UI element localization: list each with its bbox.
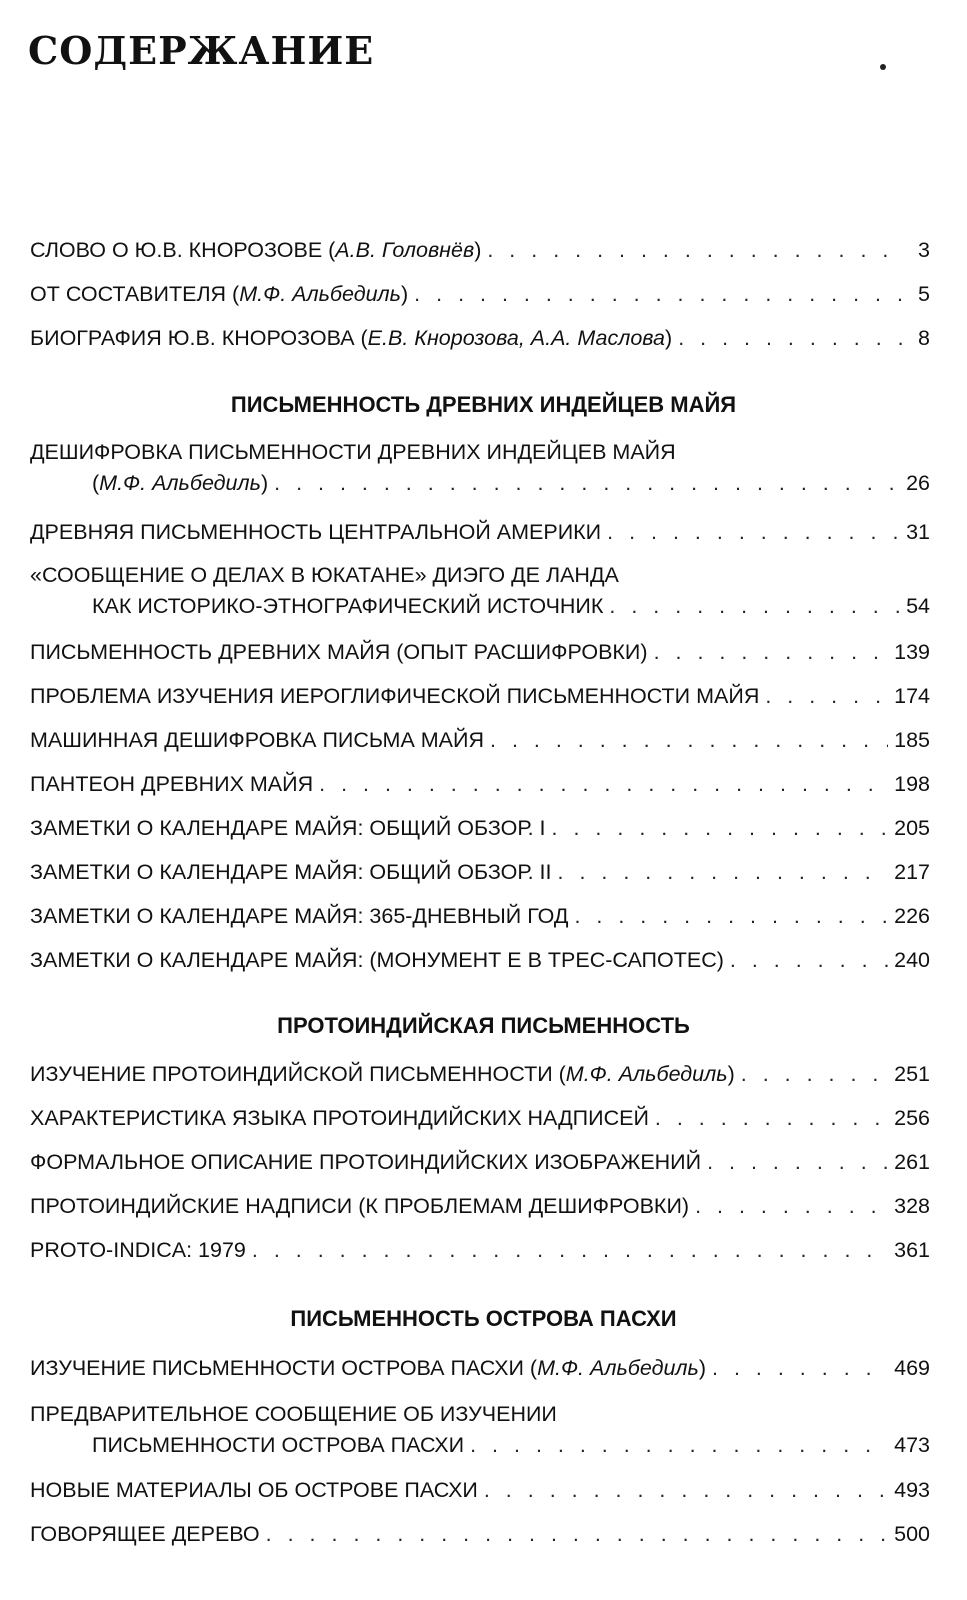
entry-row <box>30 1356 930 1381</box>
toc-entry <box>30 684 930 709</box>
page-number: 240 <box>894 948 930 972</box>
entry-row <box>30 1150 930 1175</box>
entry-row <box>30 772 930 797</box>
entry-row <box>30 948 930 973</box>
page-number: 185 <box>894 728 930 752</box>
entry-title: ПИСЬМЕННОСТЬ ДРЕВНИХ МАЙЯ (ОПЫТ РАСШИФРОВКИ) <box>30 640 648 664</box>
toc-entry <box>30 1194 930 1219</box>
toc-entry <box>30 948 930 973</box>
page-number: 500 <box>894 1522 930 1546</box>
entry-title: ОТ СОСТАВИТЕЛЯ (М.Ф. Альбедиль) <box>30 282 409 306</box>
toc-entry <box>30 1106 930 1131</box>
toc-entry <box>30 1150 930 1175</box>
section-heading: ПИСЬМЕННОСТЬ ОСТРОВА ПАСХИ <box>290 1306 677 1331</box>
entry-row <box>30 471 930 496</box>
page-number: 54 <box>906 594 930 618</box>
dot-leader <box>574 904 888 929</box>
entry-title: БИОГРАФИЯ Ю.В. КНОРОЗОВА (Е.В. Кнорозова, А.А. Маслова) <box>30 326 673 350</box>
dot-leader <box>730 948 888 973</box>
toc-entry <box>30 563 930 619</box>
dot-leader <box>712 1356 888 1381</box>
entry-author: М.Ф. Альбедиль <box>99 471 261 495</box>
entry-title: ПРОБЛЕМА ИЗУЧЕНИЯ ИЕРОГЛИФИЧЕСКОЙ ПИСЬМЕННОСТИ МАЙЯ <box>30 684 760 708</box>
entry-row <box>30 594 930 619</box>
entry-title: ГОВОРЯЩЕЕ ДЕРЕВО <box>30 1522 260 1546</box>
entry-title: PROTO-INDICA: 1979 <box>30 1238 246 1262</box>
page-number: 3 <box>918 238 930 262</box>
page-number: 251 <box>894 1062 930 1086</box>
entry-title-line1: ПРЕДВАРИТЕЛЬНОЕ СООБЩЕНИЕ ОБ ИЗУЧЕНИИ <box>30 1402 557 1426</box>
dot-leader <box>609 594 900 619</box>
dot-leader <box>741 1062 888 1087</box>
dot-leader <box>484 1478 888 1503</box>
toc-entry <box>30 728 930 753</box>
entry-title: ФОРМАЛЬНОЕ ОПИСАНИЕ ПРОТОИНДИЙСКИХ ИЗОБРАЖЕНИЙ <box>30 1150 702 1174</box>
entry-title: ХАРАКТЕРИСТИКА ЯЗЫКА ПРОТОИНДИЙСКИХ НАДПИСЕЙ <box>30 1106 649 1130</box>
toc-entry <box>30 1402 930 1458</box>
dot-leader <box>558 860 889 885</box>
toc-entry <box>30 1062 930 1087</box>
scan-speck <box>880 64 886 70</box>
toc-entry <box>30 1478 930 1503</box>
page-number: 31 <box>906 520 930 544</box>
toc-entry <box>30 1238 930 1263</box>
entry-title: ЗАМЕТКИ О КАЛЕНДАРЕ МАЙЯ: ОБЩИЙ ОБЗОР. II <box>30 860 552 884</box>
page-number: 217 <box>894 860 930 884</box>
dot-leader <box>266 1522 888 1547</box>
dot-leader <box>252 1238 888 1263</box>
dot-leader <box>487 238 904 263</box>
section-heading: ПИСЬМЕННОСТЬ ДРЕВНИХ ИНДЕЙЦЕВ МАЙЯ <box>230 392 737 417</box>
entry-title: ИЗУЧЕНИЕ ПРОТОИНДИЙСКОЙ ПИСЬМЕННОСТИ (М.Ф. Альбедиль) <box>30 1062 735 1086</box>
dot-leader <box>678 326 904 351</box>
page-number: 139 <box>894 640 930 664</box>
entry-row <box>30 904 930 929</box>
toc-entry <box>30 640 930 665</box>
entry-row <box>30 1433 930 1458</box>
toc-entry <box>30 816 930 841</box>
dot-leader <box>470 1433 888 1458</box>
entry-author: М.Ф. Альбедиль <box>565 1062 728 1086</box>
dot-leader <box>274 471 900 496</box>
page-number: 473 <box>894 1433 930 1457</box>
toc-entry <box>30 520 930 545</box>
dot-leader <box>707 1150 888 1175</box>
entry-row <box>30 684 930 709</box>
toc-entry <box>30 772 930 797</box>
entry-title: СЛОВО О Ю.В. КНОРОЗОВЕ (А.В. Головнёв) <box>30 238 482 262</box>
dot-leader <box>414 282 904 307</box>
toc-entry <box>30 904 930 929</box>
section-heading: ПРОТОИНДИЙСКАЯ ПИСЬМЕННОСТЬ <box>277 1013 690 1038</box>
toc-entry <box>30 1356 930 1381</box>
page-number: 256 <box>894 1106 930 1130</box>
dot-leader <box>319 772 888 797</box>
dot-leader <box>654 640 889 665</box>
entry-title: ЗАМЕТКИ О КАЛЕНДАРЕ МАЙЯ: 365-ДНЕВНЫЙ ГОД <box>30 904 569 928</box>
entry-row <box>30 1478 930 1503</box>
entry-row <box>30 860 930 885</box>
page-number: 226 <box>894 904 930 928</box>
entry-author: А.В. Головнёв <box>335 238 475 262</box>
entry-row <box>30 1106 930 1131</box>
toc-entry <box>30 326 930 351</box>
entry-title-line1: «СООБЩЕНИЕ О ДЕЛАХ В ЮКАТАНЕ» ДИЭГО ДЕ ЛАНДА <box>30 563 619 587</box>
entry-title: ЗАМЕТКИ О КАЛЕНДАРЕ МАЙЯ: (МОНУМЕНТ Е В ТРЕС-САПОТЕС) <box>30 948 724 972</box>
entry-row <box>30 640 930 665</box>
page-number: 328 <box>894 1194 930 1218</box>
entry-row <box>30 326 930 351</box>
entry-title: КАК ИСТОРИКО-ЭТНОГРАФИЧЕСКИЙ ИСТОЧНИК <box>92 594 604 618</box>
entry-row <box>30 282 930 307</box>
entry-title: ПРОТОИНДИЙСКИЕ НАДПИСИ (К ПРОБЛЕМАМ ДЕШИФРОВКИ) <box>30 1194 690 1218</box>
page-number: 361 <box>894 1238 930 1262</box>
page-number: 5 <box>918 282 930 306</box>
page-number: 26 <box>906 471 930 495</box>
entry-row <box>30 520 930 545</box>
entry-title-line1: ДЕШИФРОВКА ПИСЬМЕННОСТИ ДРЕВНИХ ИНДЕЙЦЕВ МАЙЯ <box>30 440 676 464</box>
toc-entry <box>30 238 930 263</box>
toc-entry <box>30 440 930 496</box>
entry-title: ПАНТЕОН ДРЕВНИХ МАЙЯ <box>30 772 314 796</box>
dot-leader <box>655 1106 888 1131</box>
dot-leader <box>695 1194 888 1219</box>
dot-leader <box>552 816 889 841</box>
entry-row <box>30 1522 930 1547</box>
dot-leader <box>607 520 900 545</box>
entry-title: ИЗУЧЕНИЕ ПИСЬМЕННОСТИ ОСТРОВА ПАСХИ (М.Ф. Альбедиль) <box>30 1356 707 1380</box>
entry-row <box>30 728 930 753</box>
entry-title: ЗАМЕТКИ О КАЛЕНДАРЕ МАЙЯ: ОБЩИЙ ОБЗОР. I <box>30 816 546 840</box>
page-number: 198 <box>894 772 930 796</box>
entry-author: М.Ф. Альбедиль <box>239 282 401 306</box>
page-number: 261 <box>894 1150 930 1174</box>
entry-title: ПИСЬМЕННОСТИ ОСТРОВА ПАСХИ <box>92 1433 465 1457</box>
toc-entry <box>30 282 930 307</box>
entry-title: НОВЫЕ МАТЕРИАЛЫ ОБ ОСТРОВЕ ПАСХИ <box>30 1478 478 1502</box>
entry-title: (М.Ф. Альбедиль) <box>92 471 269 495</box>
page-title: СОДЕРЖАНИЕ <box>28 28 375 73</box>
dot-leader <box>765 684 888 709</box>
toc-entry <box>30 860 930 885</box>
page-number: 205 <box>894 816 930 840</box>
page-number: 493 <box>894 1478 930 1502</box>
entry-author: Е.В. Кнорозова, А.А. Маслова <box>367 326 666 350</box>
entry-title: ДРЕВНЯЯ ПИСЬМЕННОСТЬ ЦЕНТРАЛЬНОЙ АМЕРИКИ <box>30 520 602 544</box>
toc-entry <box>30 1522 930 1547</box>
page-number: 174 <box>894 684 930 708</box>
page-number: 469 <box>894 1356 930 1380</box>
entry-title: МАШИННАЯ ДЕШИФРОВКА ПИСЬМА МАЙЯ <box>30 728 484 752</box>
entry-author: М.Ф. Альбедиль <box>537 1356 699 1380</box>
entry-row <box>30 816 930 841</box>
dot-leader <box>490 728 888 753</box>
entry-row <box>30 1238 930 1263</box>
page-number: 8 <box>918 326 930 350</box>
entry-row <box>30 1062 930 1087</box>
entry-row <box>30 238 930 263</box>
entry-row <box>30 1194 930 1219</box>
